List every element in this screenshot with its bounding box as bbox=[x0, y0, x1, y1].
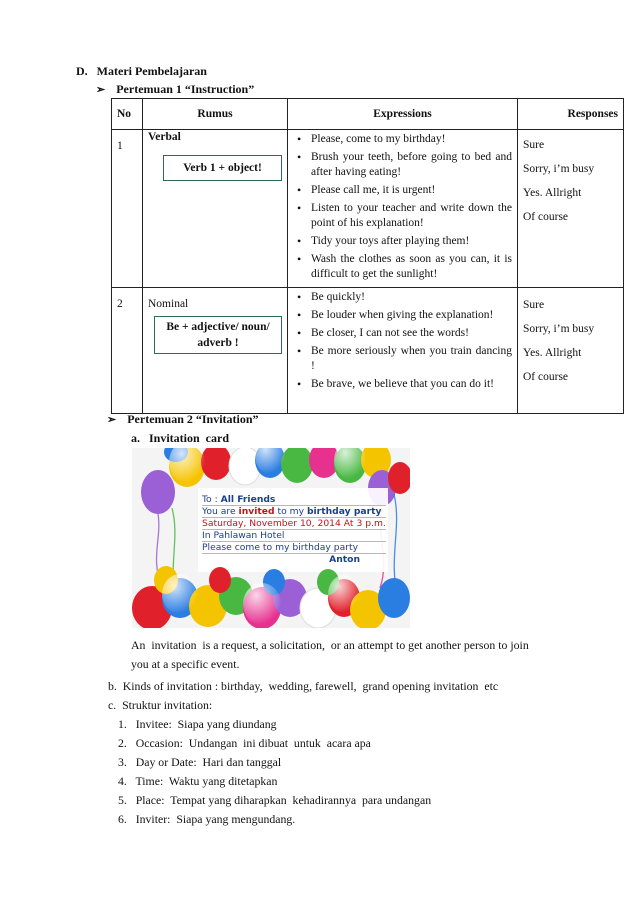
table-row bbox=[112, 130, 624, 288]
meeting1-heading bbox=[96, 82, 254, 97]
list-item: • Please call me, it is urgent! bbox=[311, 183, 512, 198]
rumus-label: Verbal bbox=[148, 131, 181, 143]
response-item: Sure bbox=[523, 139, 545, 151]
card-place-line: In Pahlawan Hotel bbox=[202, 530, 386, 542]
list-item: 3. Day or Date: Hari dan tanggal bbox=[118, 755, 282, 769]
card-invited-word: invited bbox=[238, 506, 275, 517]
response-item: Sure bbox=[523, 299, 545, 311]
card-to-name: All Friends bbox=[220, 494, 276, 505]
card-invited-text: to my bbox=[274, 506, 307, 517]
rumus-cell bbox=[143, 288, 288, 414]
list-item: • Listen to your teacher and write down the point of his explanation! bbox=[311, 201, 512, 231]
list-item: • Be closer, I can not see the words! bbox=[311, 326, 512, 341]
expressions-cell bbox=[288, 130, 518, 288]
section-heading bbox=[76, 64, 207, 79]
list-item: 4. Time: Waktu yang ditetapkan bbox=[118, 774, 278, 788]
response-item: Sorry, i’m busy bbox=[523, 323, 595, 335]
list-item: 6. Inviter: Siapa yang mengundang. bbox=[118, 812, 296, 826]
structure-list bbox=[118, 715, 431, 829]
card-invited-party: birthday party bbox=[306, 506, 382, 517]
table-row bbox=[112, 288, 624, 414]
card-to-line bbox=[202, 494, 386, 506]
rumus-formula-box: Be + adjective/ noun/ adverb ! bbox=[154, 316, 282, 354]
card-invited-text: You are bbox=[202, 506, 239, 517]
rumus-label: Nominal bbox=[148, 298, 189, 310]
meeting2-heading bbox=[107, 412, 259, 427]
list-item: 2. Occasion: Undangan ini dibuat untuk acara apa bbox=[118, 736, 371, 750]
meeting2-title: Pertemuan 2 “Invitation” bbox=[127, 412, 259, 426]
kinds-of-invitation: b. Kinds of invitation : birthday, wedding, farewell, grand opening invitation etc bbox=[108, 679, 499, 693]
list-item: • Be more seriously when you train dancing ! bbox=[311, 344, 512, 374]
card-text-panel bbox=[202, 494, 386, 565]
response-item: Of course bbox=[523, 211, 569, 223]
row-number: 2 bbox=[112, 288, 143, 414]
definition-paragraph bbox=[131, 636, 571, 674]
responses-cell bbox=[518, 130, 624, 288]
meeting1-title: Pertemuan 1 “Instruction” bbox=[116, 82, 255, 96]
response-item: Yes. Allright bbox=[523, 347, 582, 359]
card-date-line: Saturday, November 10, 2014 At 3 p.m. bbox=[202, 518, 386, 529]
instruction-table bbox=[111, 98, 624, 414]
arrow-bullet-icon: ➢ bbox=[96, 84, 106, 96]
card-invited-line bbox=[202, 506, 386, 518]
rumus-cell bbox=[143, 130, 288, 288]
table-header-row bbox=[112, 99, 624, 130]
invitation-card-image bbox=[132, 448, 410, 628]
card-please-line: Please come to my birthday party bbox=[202, 542, 386, 554]
header-no: No bbox=[112, 99, 143, 130]
list-item: • Tidy your toys after playing them! bbox=[311, 234, 512, 249]
definition-line: you at a specific event. bbox=[131, 657, 240, 671]
list-item: • Wash the clothes as soon as you can, it is difficult to get the sunlight! bbox=[311, 252, 512, 282]
arrow-bullet-icon: ➢ bbox=[107, 414, 117, 426]
list-item: 5. Place: Tempat yang diharapkan kehadirannya para undangan bbox=[118, 793, 432, 807]
response-item: Yes. Allright bbox=[523, 187, 582, 199]
header-responses: Responses bbox=[518, 99, 624, 130]
rumus-formula-box: Verb 1 + object! bbox=[163, 155, 282, 181]
header-expressions: Expressions bbox=[288, 99, 518, 130]
list-item: • Be louder when giving the explanation! bbox=[311, 308, 512, 323]
section-letter: D. bbox=[76, 64, 88, 78]
definition-line: An invitation is a request, a solicitation, or an attempt to get another person to join bbox=[131, 638, 529, 652]
responses-cell bbox=[518, 288, 624, 414]
response-item: Of course bbox=[523, 371, 569, 383]
row-number: 1 bbox=[112, 130, 143, 288]
list-item: • Please, come to my birthday! bbox=[311, 132, 512, 147]
card-signature: Anton bbox=[329, 554, 360, 565]
list-item: • Brush your teeth, before going to bed and after having eating! bbox=[311, 150, 512, 180]
response-item: Sorry, i’m busy bbox=[523, 163, 595, 175]
header-rumus: Rumus bbox=[143, 99, 288, 130]
list-item: 1. Invitee: Siapa yang diundang bbox=[118, 717, 277, 731]
list-item: • Be brave, we believe that you can do it! bbox=[311, 377, 512, 392]
structure-heading: c. Struktur invitation: bbox=[108, 698, 213, 712]
invitation-card-heading: a. Invitation card bbox=[131, 431, 230, 445]
expressions-cell bbox=[288, 288, 518, 414]
list-item: • Be quickly! bbox=[311, 290, 512, 305]
section-title: Materi Pembelajaran bbox=[96, 64, 207, 78]
card-to-prefix: To : bbox=[202, 494, 221, 505]
